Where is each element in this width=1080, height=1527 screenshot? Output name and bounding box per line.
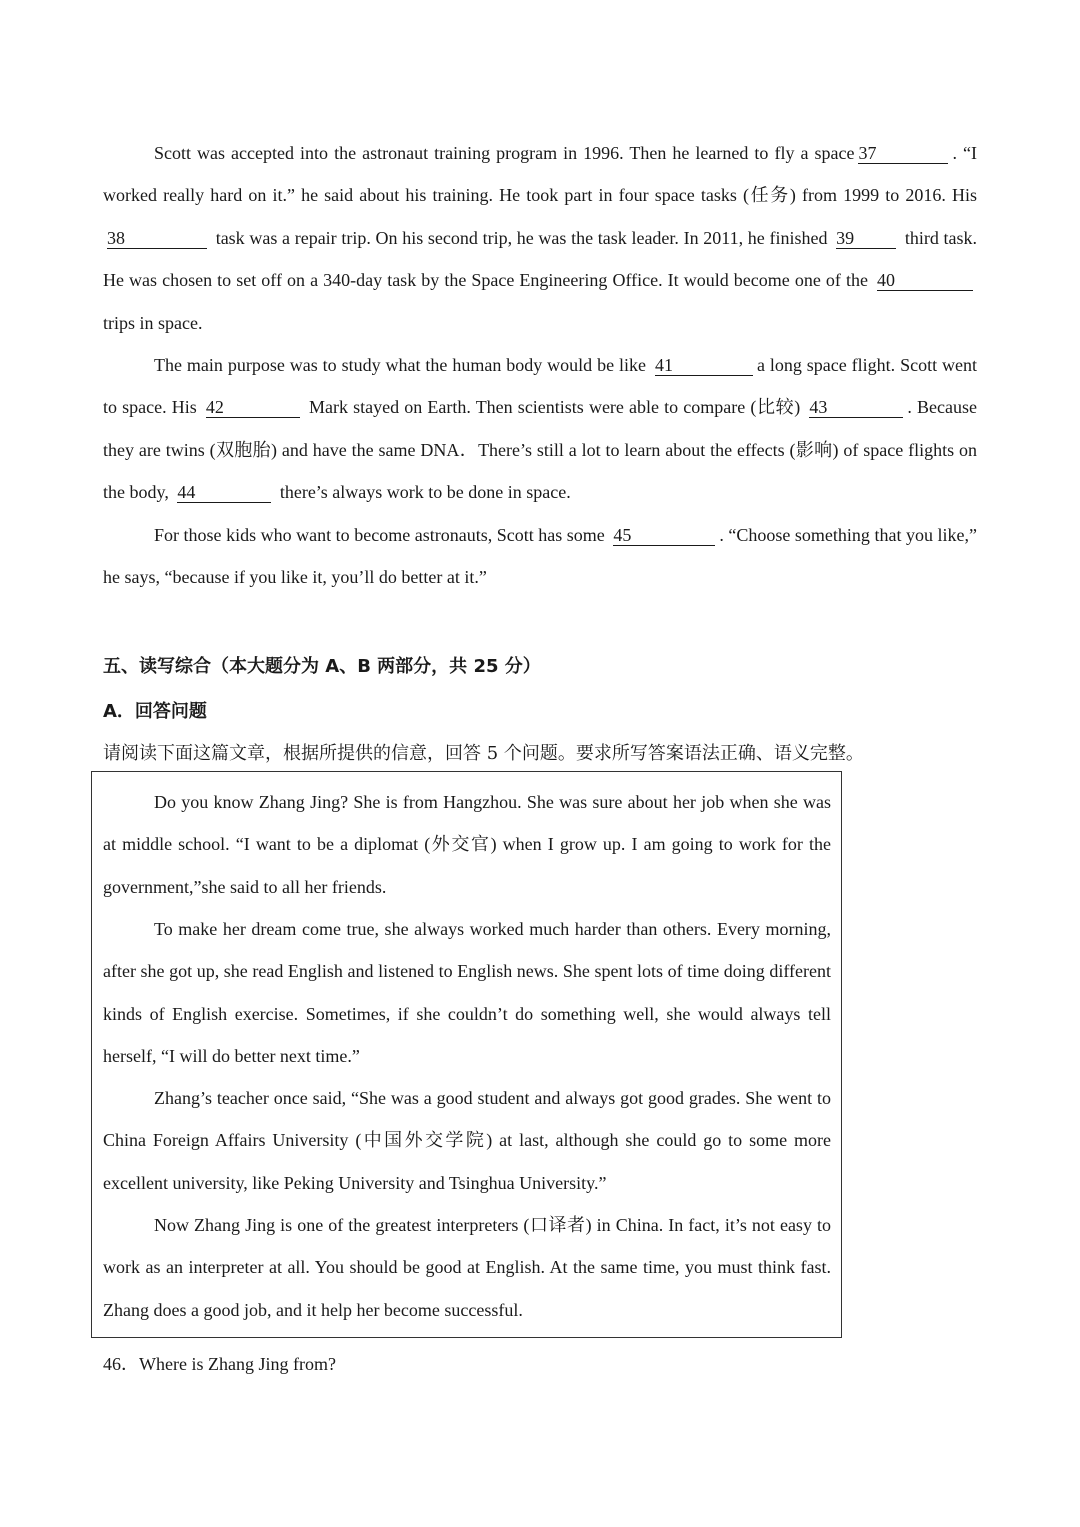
- cloze-text: a long space flight. Scott went to space. His: [103, 355, 978, 418]
- section-subtitle: A．回答问题: [103, 701, 207, 722]
- cloze-text: task was a repair trip. On his second trip, he was the task leader. In 2011, he finished: [215, 227, 828, 248]
- cloze-text: Mark stayed on Earth. Then scientists were able to compare (比较): [309, 397, 801, 418]
- passage-text: To make her dream come true, she always worked much harder than others. Every morning, after she got up, she read English and listened to English news. She spent lots of time doing different kinds of English exercise. Sometimes, if she couldn’t do something well, she would always tell herself, “I will do better next time.”: [103, 919, 831, 1067]
- cloze-blank-43: 43: [809, 397, 903, 418]
- section-instruction: 请阅读下面这篇文章，根据所提供的信意，回答 5 个问题。要求所写答案语法正确、语义完整。: [103, 743, 864, 764]
- cloze-blank-37: 37: [858, 143, 948, 164]
- cloze-text: . Because they are twins (双胞胎) and have the same DNA．There’s still a lot to learn about the effects (影响) of space flights on the body,: [103, 397, 978, 503]
- passage-text: Zhang’s teacher once said, “She was a good student and always got good grades. She went to China Foreign Affairs University (中国外交学院) at last, although she could go to some more excellent university, like Peking University and Tsinghua University.”: [103, 1088, 831, 1193]
- cloze-text: . “Choose something that you like,” he says, “because if you like it, you’ll do better at it.”: [103, 525, 977, 588]
- passage-paragraph-2: [103, 908, 831, 1078]
- question-46: 46．Where is Zhang Jing from?: [103, 1354, 336, 1374]
- cloze-blank-45: 45: [613, 525, 715, 546]
- cloze-paragraph-1: [103, 132, 977, 344]
- cloze-blank-41: 41: [655, 355, 753, 376]
- passage-paragraph-4: [103, 1204, 831, 1331]
- cloze-paragraph-2: [103, 344, 977, 514]
- passage-text: Now Zhang Jing is one of the greatest interpreters (口译者) in China. In fact, it’s not easy to work as an interpreter at all. You should be good at English. At the same time, you must think fast. Zhang does a good job, and it help her become successful.: [103, 1215, 831, 1320]
- cloze-blank-38: 38: [107, 228, 207, 249]
- cloze-text: Scott was accepted into the astronaut training program in 1996. Then he learned to fly a space: [154, 143, 855, 163]
- cloze-text: trips in space.: [103, 312, 203, 333]
- cloze-text: For those kids who want to become astronauts, Scott has some: [154, 525, 605, 545]
- cloze-blank-40: 40: [877, 270, 973, 291]
- cloze-paragraph-3: [103, 514, 977, 599]
- section-title: 五、读写综合（本大题分为 A、B 两部分，共 25 分）: [103, 656, 541, 677]
- cloze-text: . “I worked really hard on it.” he said about his training. He took part in four space tasks (任务) from 1999 to 2016. His: [103, 143, 978, 206]
- cloze-blank-42: 42: [206, 397, 300, 418]
- passage-paragraph-3: [103, 1077, 831, 1204]
- cloze-blank-39: 39: [836, 228, 896, 249]
- cloze-text: there’s always work to be done in space.: [279, 482, 571, 503]
- cloze-blank-44: 44: [177, 482, 271, 503]
- passage-paragraph-1: [103, 781, 831, 908]
- cloze-text: The main purpose was to study what the human body would be like: [154, 355, 646, 375]
- passage-text: Do you know Zhang Jing? She is from Hangzhou. She was sure about her job when she was at middle school. “I want to be a diplomat (外交官) when I grow up. I am going to work for the government,”she said to all her friends.: [103, 792, 831, 897]
- cloze-text: third task. He was chosen to set off on a 340-day task by the Space Engineering Office. It would become one of the: [103, 227, 978, 291]
